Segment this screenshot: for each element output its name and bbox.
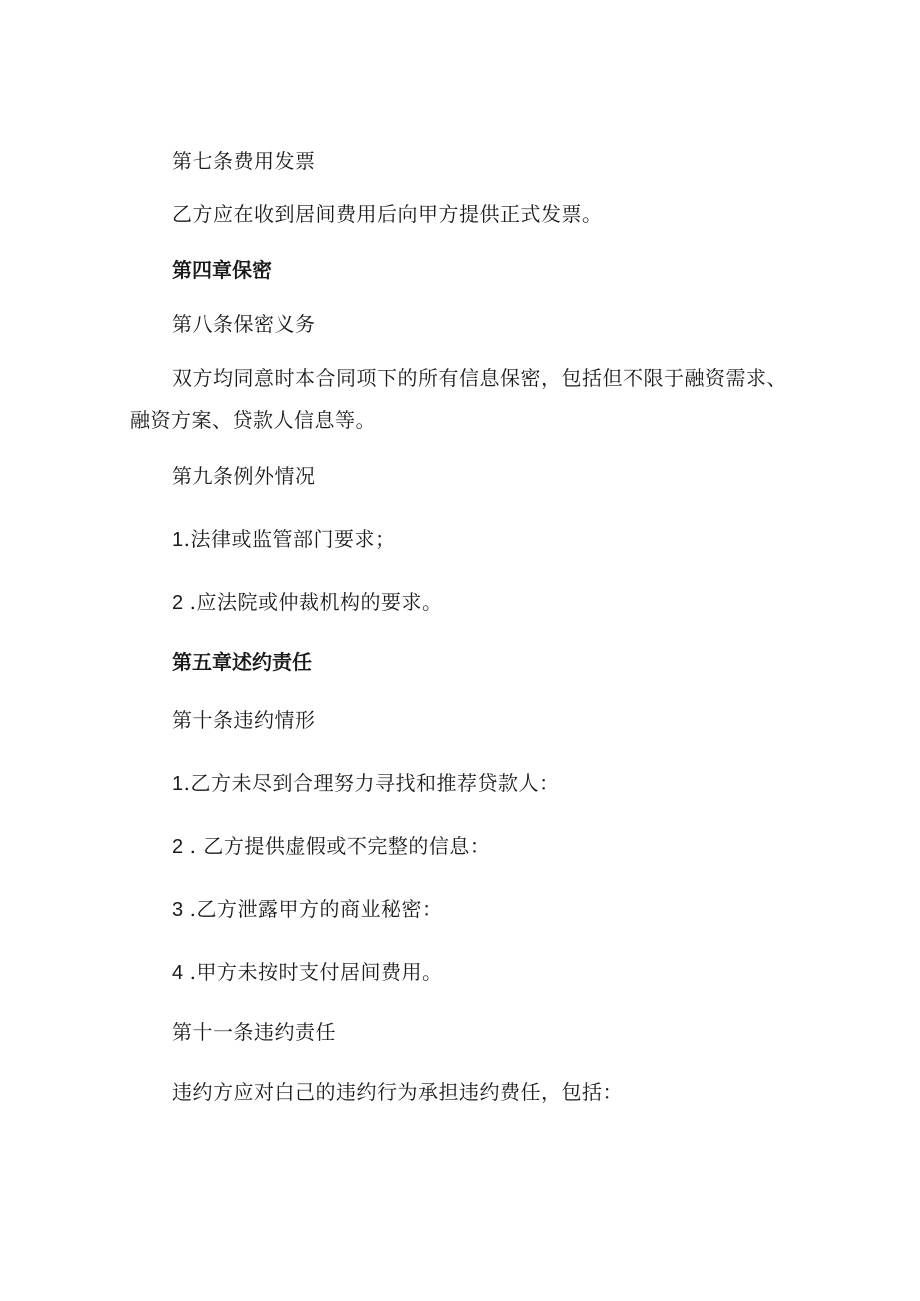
article-10-title: 第十条违约情形 xyxy=(172,708,316,732)
list-item-number: 3 xyxy=(172,899,184,921)
article-8-text-line-2: 融资方案、贷款人信息等。 xyxy=(130,408,376,432)
article-11-title: 第十一条违约责任 xyxy=(172,1020,336,1044)
article-7-title: 第七条费用发票 xyxy=(172,149,316,173)
chapter-5-heading: 第五章述约责任 xyxy=(172,650,312,674)
list-item-text: .甲方未按时支付居间费用。 xyxy=(189,960,443,984)
article-7-text: 乙方应在收到居间费用后向甲方提供正式发票。 xyxy=(172,202,603,226)
list-item-number: 1 xyxy=(172,529,184,551)
article-9-title: 第九条例外情况 xyxy=(172,464,316,488)
list-item xyxy=(172,769,559,798)
list-item xyxy=(172,958,442,987)
list-item xyxy=(172,895,442,924)
list-item-number: 2 xyxy=(172,836,184,858)
article-11-text: 违约方应对白己的违约行为承担违约费任，包括： xyxy=(172,1080,623,1104)
list-item-text: . 乙方提供虚假或不完整的信息： xyxy=(189,834,491,858)
list-item-text: .乙方泄露甲方的商业秘密： xyxy=(189,897,443,921)
list-item xyxy=(172,588,442,617)
article-8-text-line-1: 双方均同意时本合同项下的所有信息保密，包括但不限于融资需求、 xyxy=(172,366,787,390)
list-item xyxy=(172,525,395,554)
chapter-4-heading: 第四章保密 xyxy=(172,258,272,282)
list-item-text: .法律或监管部门要求； xyxy=(183,527,396,551)
list-item-text: .乙方未尽到合理努力寻找和推荐贷款人： xyxy=(183,771,560,795)
list-item-number: 4 xyxy=(172,962,184,984)
list-item-number: 2 xyxy=(172,592,184,614)
article-8-title: 第八条保密义务 xyxy=(172,312,316,336)
list-item-text: .应法院或仲裁机构的要求。 xyxy=(189,590,443,614)
list-item-number: 1 xyxy=(172,773,184,795)
list-item xyxy=(172,832,490,861)
